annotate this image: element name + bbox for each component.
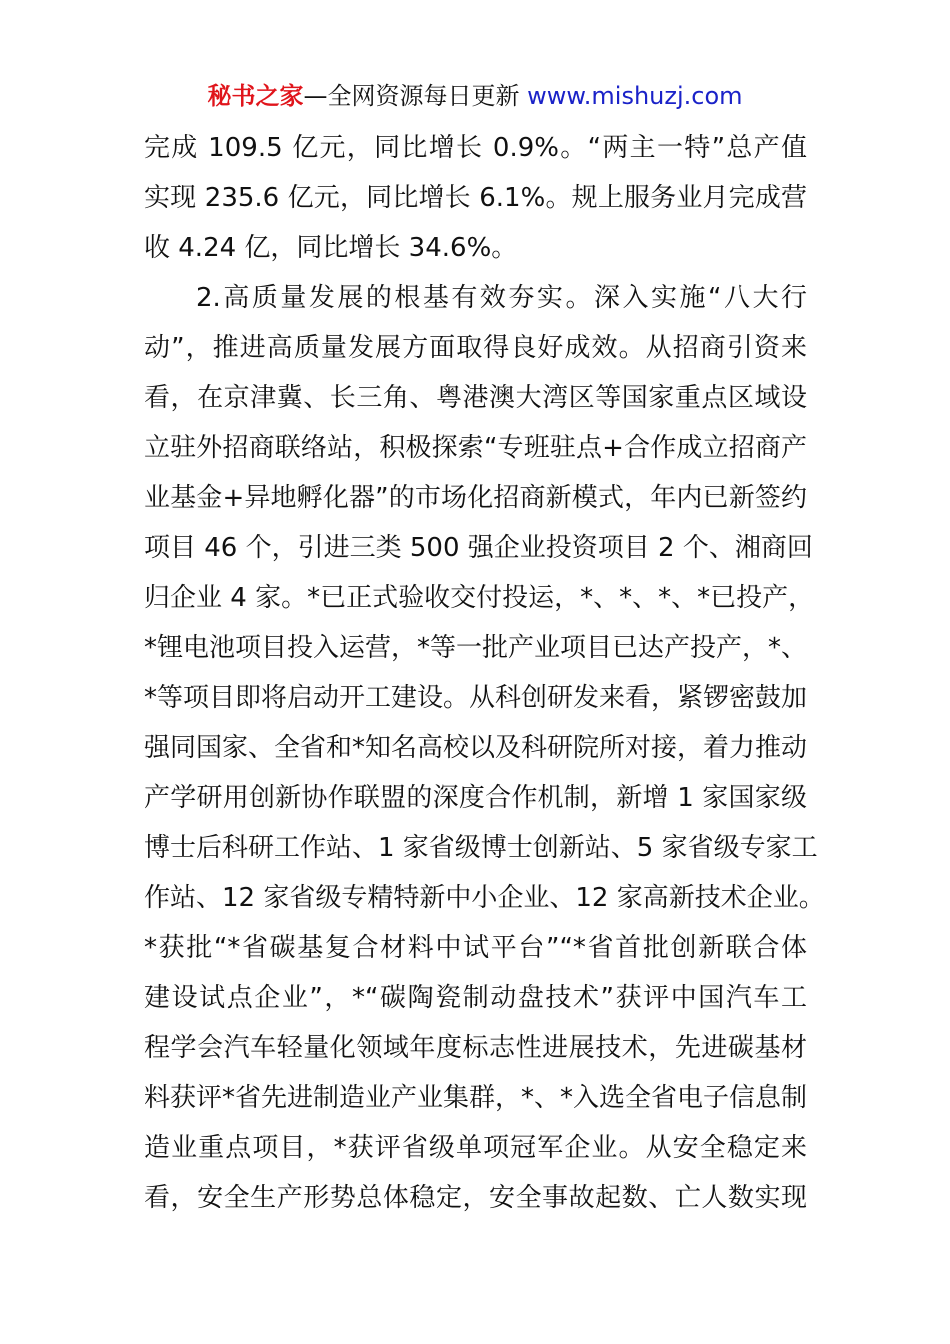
text-line: 项目 46 个，引进三类 500 强企业投资项目 2 个、湘商回 — [144, 533, 813, 563]
text-line: 建设试点企业”，*“碳陶瓷制动盘技术”获评中国汽车工 — [144, 983, 807, 1013]
text-line: 收 4.24 亿，同比增长 34.6%。 — [144, 233, 518, 263]
text-line: 业基金+异地孵化器”的市场化招商新模式，年内已新签约 — [144, 483, 807, 513]
header-slogan: —全网资源每日更新 — [303, 82, 528, 110]
text-line: 立驻外招商联络站，积极探索“专班驻点+合作成立招商产 — [144, 433, 807, 463]
text-line: *等项目即将启动开工建设。从科创研发来看，紧锣密鼓加 — [144, 683, 808, 713]
text-line: 动”，推进高质量发展方面取得良好成效。从招商引资来 — [144, 333, 807, 363]
text-line: 强同国家、全省和*知名高校以及科研院所对接，着力推动 — [144, 733, 808, 763]
text-line: 看，安全生产形势总体稳定，安全事故起数、亡人数实现 — [144, 1183, 807, 1213]
text-line: *获批“*省碳基复合材料中试平台”“*省首批创新联合体 — [144, 933, 807, 963]
text-line: 产学研用创新协作联盟的深度合作机制，新增 1 家国家级 — [144, 783, 807, 813]
section-heading-line: 2.高质量发展的根基有效夯实。深入实施“八大行 — [196, 283, 807, 313]
text-line: 完成 109.5 亿元，同比增长 0.9%。“两主一特”总产值 — [144, 133, 807, 163]
text-line: 实现 235.6 亿元，同比增长 6.1%。规上服务业月完成营 — [144, 183, 807, 213]
text-line: 程学会汽车轻量化领域年度标志性进展技术，先进碳基材 — [144, 1033, 807, 1063]
text-line: 造业重点项目，*获评省级单项冠军企业。从安全稳定来 — [144, 1133, 807, 1163]
text-line: 博士后科研工作站、1 家省级博士创新站、5 家省级专家工 — [144, 833, 818, 863]
brand-name: 秘书之家 — [207, 82, 304, 110]
text-line: 作站、12 家省级专精特新中小企业、12 家高新技术企业。 — [144, 883, 825, 913]
text-line: *锂电池项目投入运营，*等一批产业项目已达产投产，*、 — [144, 633, 808, 663]
website-link[interactable]: www.mishuzj.com — [527, 82, 743, 110]
text-line: 归企业 4 家。*已正式验收交付投运，*、*、*、*已投产， — [144, 583, 815, 613]
page-header — [0, 80, 950, 112]
body-text — [144, 123, 825, 1223]
text-line: 看，在京津冀、长三角、粤港澳大湾区等国家重点区域设 — [144, 383, 807, 413]
text-line: 料获评*省先进制造业产业集群，*、*入选全省电子信息制 — [144, 1083, 808, 1113]
